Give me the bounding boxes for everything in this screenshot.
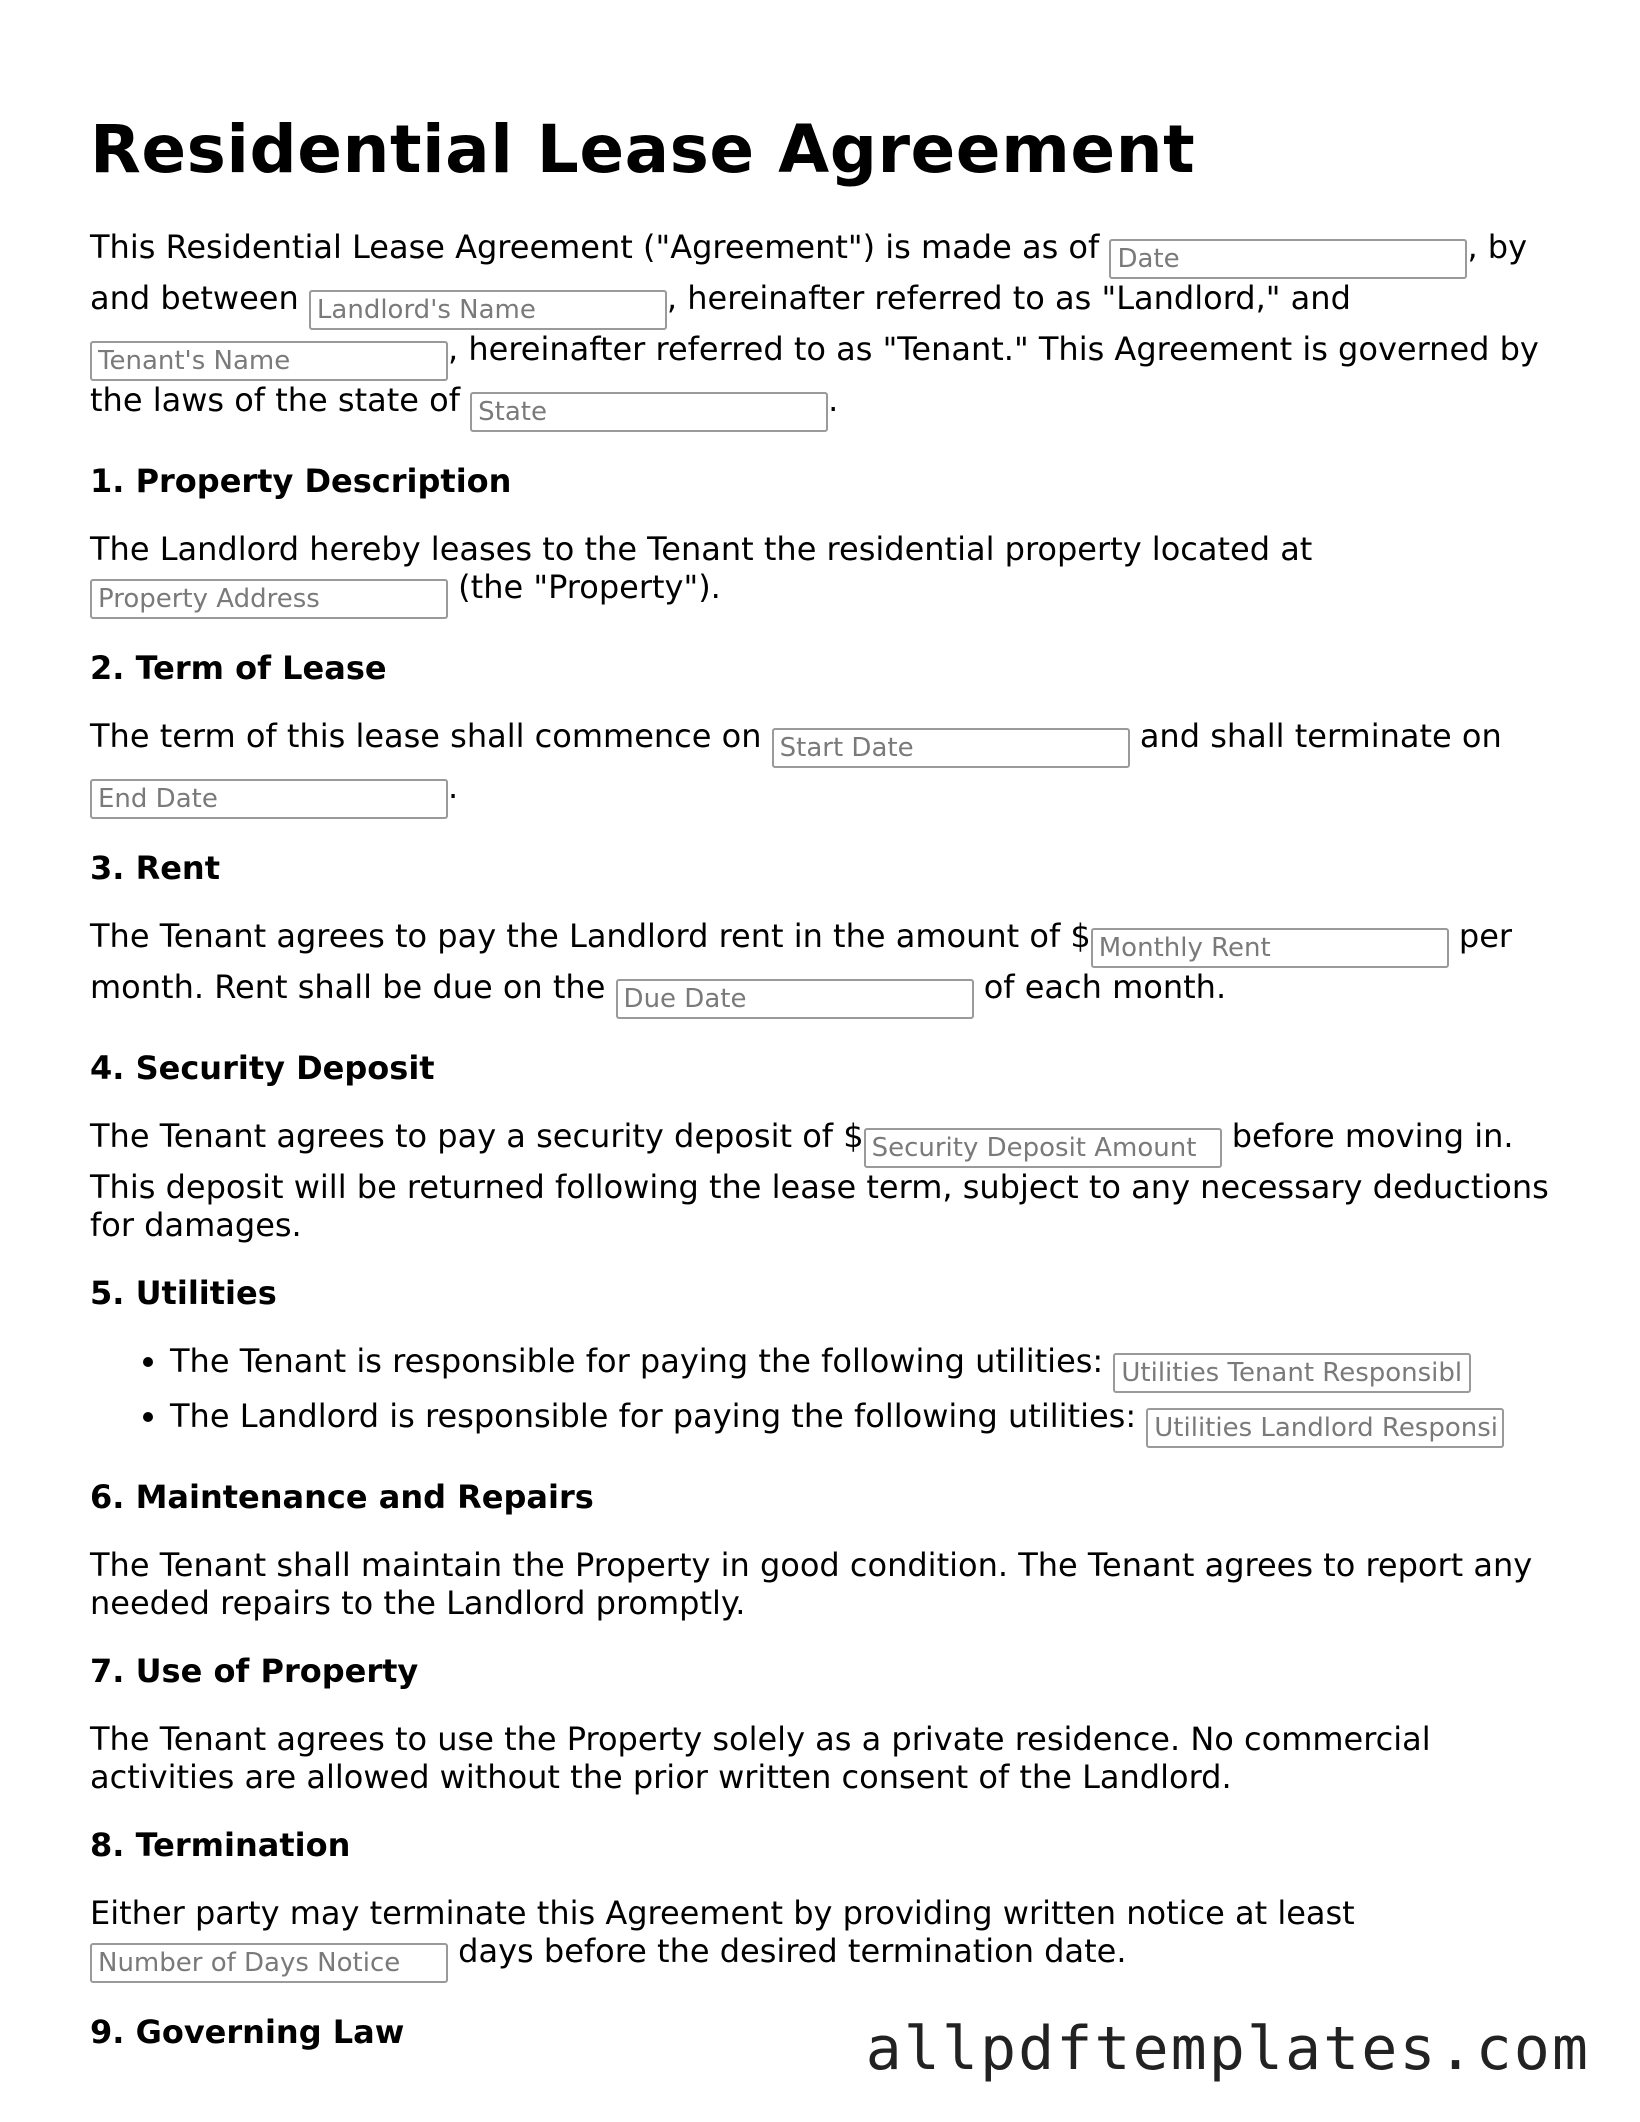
intro-text-2: , by and between xyxy=(90,228,1528,317)
deposit-paragraph xyxy=(90,1117,1570,1244)
utilities-landlord-text: The Landlord is responsible for paying the following utilities: xyxy=(170,1397,1147,1435)
section-heading-deposit: 4. Security Deposit xyxy=(90,1049,435,1087)
intro-paragraph xyxy=(90,228,1570,432)
section-heading-use: 7. Use of Property xyxy=(90,1652,419,1690)
section-heading-maintenance: 6. Maintenance and Repairs xyxy=(90,1478,594,1516)
deposit-text-2: before moving in. This deposit will be returned following the lease term, subject to any necessary deductions for damages. xyxy=(90,1117,1549,1244)
term-text-1: The term of this lease shall commence on xyxy=(90,717,772,755)
property-address-field[interactable] xyxy=(90,579,448,619)
rent-text-1: The Tenant agrees to pay the Landlord rent in the amount of $ xyxy=(90,917,1091,955)
property-text-2: (the "Property"). xyxy=(448,568,721,606)
date-field[interactable] xyxy=(1109,239,1467,279)
intro-text-5: . xyxy=(828,381,839,419)
security-deposit-field[interactable] xyxy=(864,1128,1222,1168)
maintenance-paragraph: The Tenant shall maintain the Property in good condition. The Tenant agrees to report any needed repairs to the Landlord promptly. xyxy=(90,1546,1533,1622)
deposit-text-1: The Tenant agrees to pay a security deposit of $ xyxy=(90,1117,864,1155)
utilities-list xyxy=(90,1342,1570,1448)
days-notice-field[interactable] xyxy=(90,1943,448,1983)
document-title: Residential Lease Agreement xyxy=(90,111,1196,188)
due-date-field[interactable] xyxy=(616,979,974,1019)
intro-text-3: , hereinafter referred to as "Landlord," and xyxy=(666,279,1351,317)
landlord-name-field[interactable] xyxy=(309,290,667,330)
monthly-rent-field[interactable] xyxy=(1091,928,1449,968)
section-heading-term: 2. Term of Lease xyxy=(90,649,387,687)
utilities-landlord-field[interactable] xyxy=(1146,1408,1504,1448)
rent-text-3: of each month. xyxy=(973,968,1227,1006)
termination-text-1: Either party may terminate this Agreement by providing written notice at least xyxy=(90,1894,1355,1932)
rent-paragraph xyxy=(90,917,1570,1019)
intro-text-1: This Residential Lease Agreement ("Agreement") is made as of xyxy=(90,228,1110,266)
start-date-field[interactable] xyxy=(772,728,1130,768)
state-field[interactable] xyxy=(470,392,828,432)
tenant-name-field[interactable] xyxy=(90,341,448,381)
lease-document xyxy=(90,110,1570,2081)
site-watermark: allpdftemplates.com xyxy=(865,2014,1590,2084)
list-item xyxy=(170,1397,1570,1448)
term-text-3: . xyxy=(448,768,459,806)
utilities-tenant-field[interactable] xyxy=(1113,1353,1471,1393)
section-heading-law: 9. Governing Law xyxy=(90,2013,405,2051)
property-text-1: The Landlord hereby leases to the Tenant the residential property located at xyxy=(90,530,1313,568)
rent-text-2: per month. Rent shall be due on the xyxy=(90,917,1513,1006)
utilities-tenant-text: The Tenant is responsible for paying the following utilities: xyxy=(170,1342,1114,1380)
intro-text-4: , hereinafter referred to as "Tenant." This Agreement is governed by the laws of the state of xyxy=(90,330,1539,419)
termination-text-2: days before the desired termination date. xyxy=(448,1932,1127,1970)
term-paragraph xyxy=(90,717,1570,819)
term-text-2: and shall terminate on xyxy=(1129,717,1502,755)
use-paragraph: The Tenant agrees to use the Property solely as a private residence. No commercial activities are allowed without the prior written consent of the Landlord. xyxy=(90,1720,1431,1796)
section-heading-property: 1. Property Description xyxy=(90,462,512,500)
termination-paragraph xyxy=(90,1894,1570,1983)
list-item xyxy=(170,1342,1570,1393)
section-heading-rent: 3. Rent xyxy=(90,849,220,887)
section-heading-termination: 8. Termination xyxy=(90,1826,351,1864)
property-paragraph xyxy=(90,530,1570,619)
section-heading-utilities: 5. Utilities xyxy=(90,1274,277,1312)
end-date-field[interactable] xyxy=(90,779,448,819)
